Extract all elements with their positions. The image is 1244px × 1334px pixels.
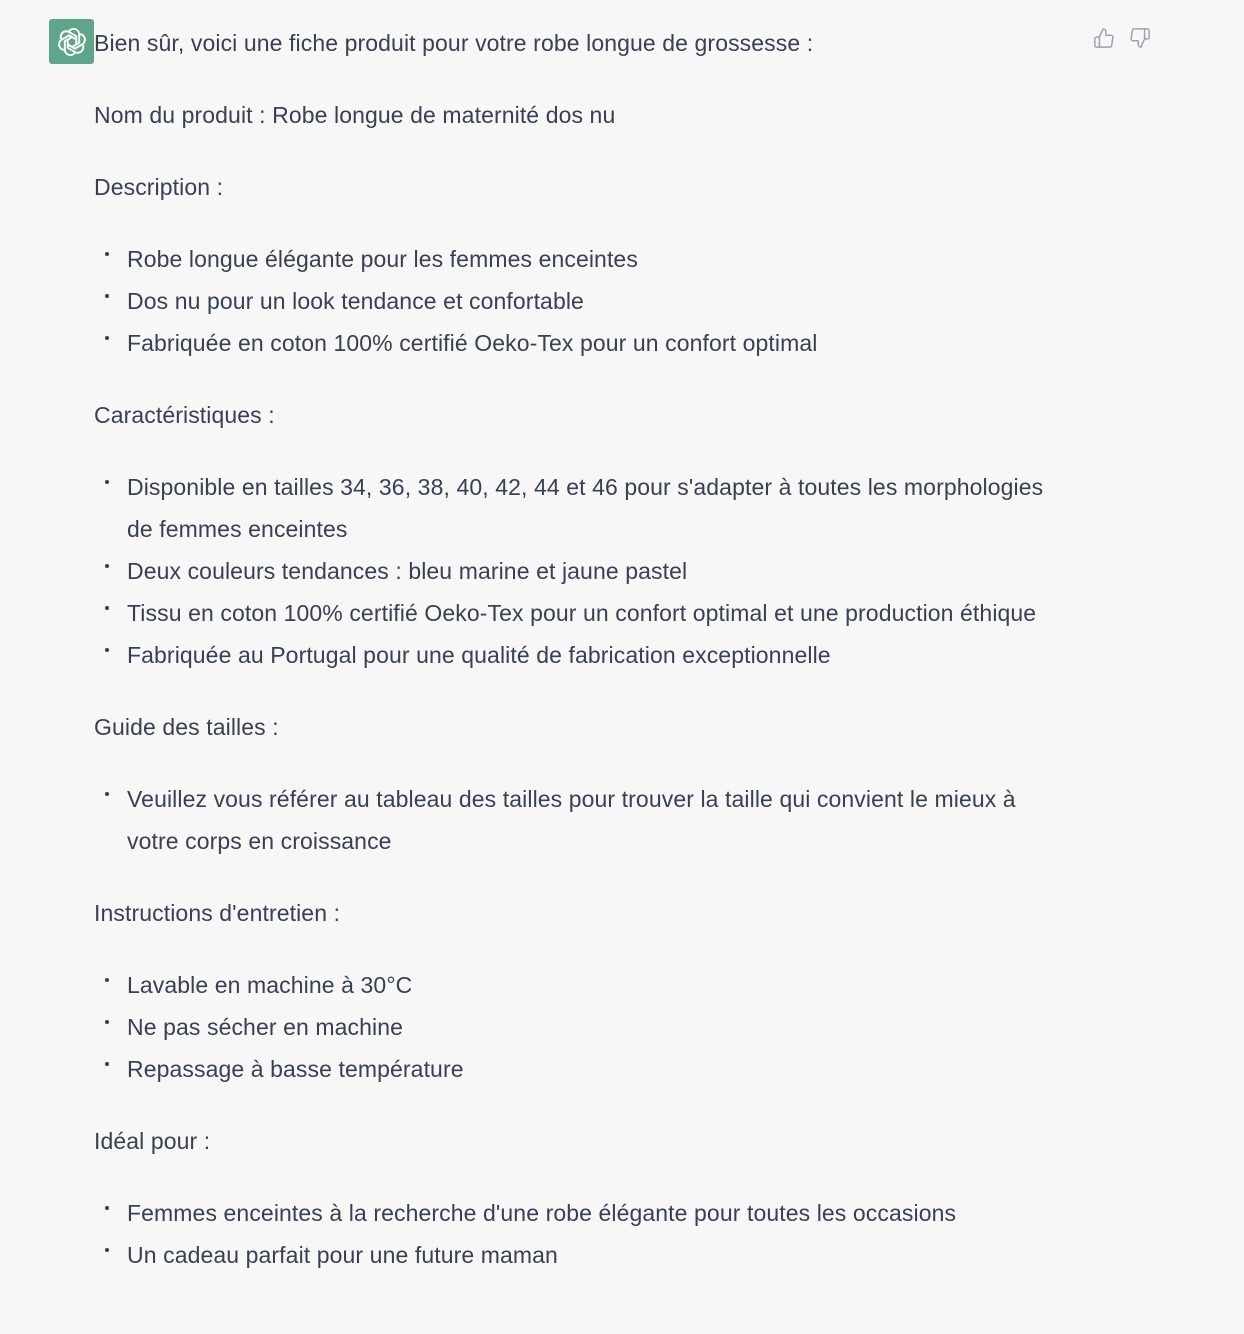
characteristics-list [94,466,1054,676]
list-item: Lavable en machine à 30°C [94,964,1054,1006]
openai-logo-icon [56,26,88,58]
section-heading-characteristics: Caractéristiques : [94,402,275,428]
list-item: Deux couleurs tendances : bleu marine et jaune pastel [94,550,1054,592]
list-item: Un cadeau parfait pour une future maman [94,1234,1054,1276]
list-item: Repassage à basse température [94,1048,1054,1090]
thumbs-down-icon [1129,27,1151,49]
list-item: Robe longue élégante pour les femmes enceintes [94,238,1054,280]
list-item: Femmes enceintes à la recherche d'une robe élégante pour toutes les occasions [94,1192,1054,1234]
section-heading-care: Instructions d'entretien : [94,900,341,926]
list-item: Veuillez vous référer au tableau des tailles pour trouver la taille qui convient le mieux à votre corps en croissance [94,778,1054,862]
list-item: Fabriquée au Portugal pour une qualité de fabrication exceptionnelle [94,634,1054,676]
thumbs-up-icon [1093,27,1115,49]
list-item: Disponible en tailles 34, 36, 38, 40, 42, 44 et 46 pour s'adapter à toutes les morphologies de femmes enceintes [94,466,1054,550]
product-name-line: Nom du produit : Robe longue de maternité dos nu [94,102,616,128]
care-list [94,964,1054,1090]
dislike-button[interactable] [1128,26,1152,50]
section-heading-size-guide: Guide des tailles : [94,714,279,740]
ideal-for-list [94,1192,1054,1276]
like-button[interactable] [1092,26,1116,50]
size-guide-list [94,778,1054,862]
list-item: Ne pas sécher en machine [94,1006,1054,1048]
list-item: Dos nu pour un look tendance et confortable [94,280,1054,322]
feedback-buttons [1092,26,1152,50]
message-content [94,22,1054,1306]
message-intro: Bien sûr, voici une fiche produit pour votre robe longue de grossesse : [94,30,814,56]
section-heading-description: Description : [94,174,224,200]
assistant-avatar [49,19,94,64]
list-item: Tissu en coton 100% certifié Oeko-Tex pour un confort optimal et une production éthique [94,592,1054,634]
description-list [94,238,1054,364]
list-item: Fabriquée en coton 100% certifié Oeko-Tex pour un confort optimal [94,322,1054,364]
section-heading-ideal-for: Idéal pour : [94,1128,211,1154]
